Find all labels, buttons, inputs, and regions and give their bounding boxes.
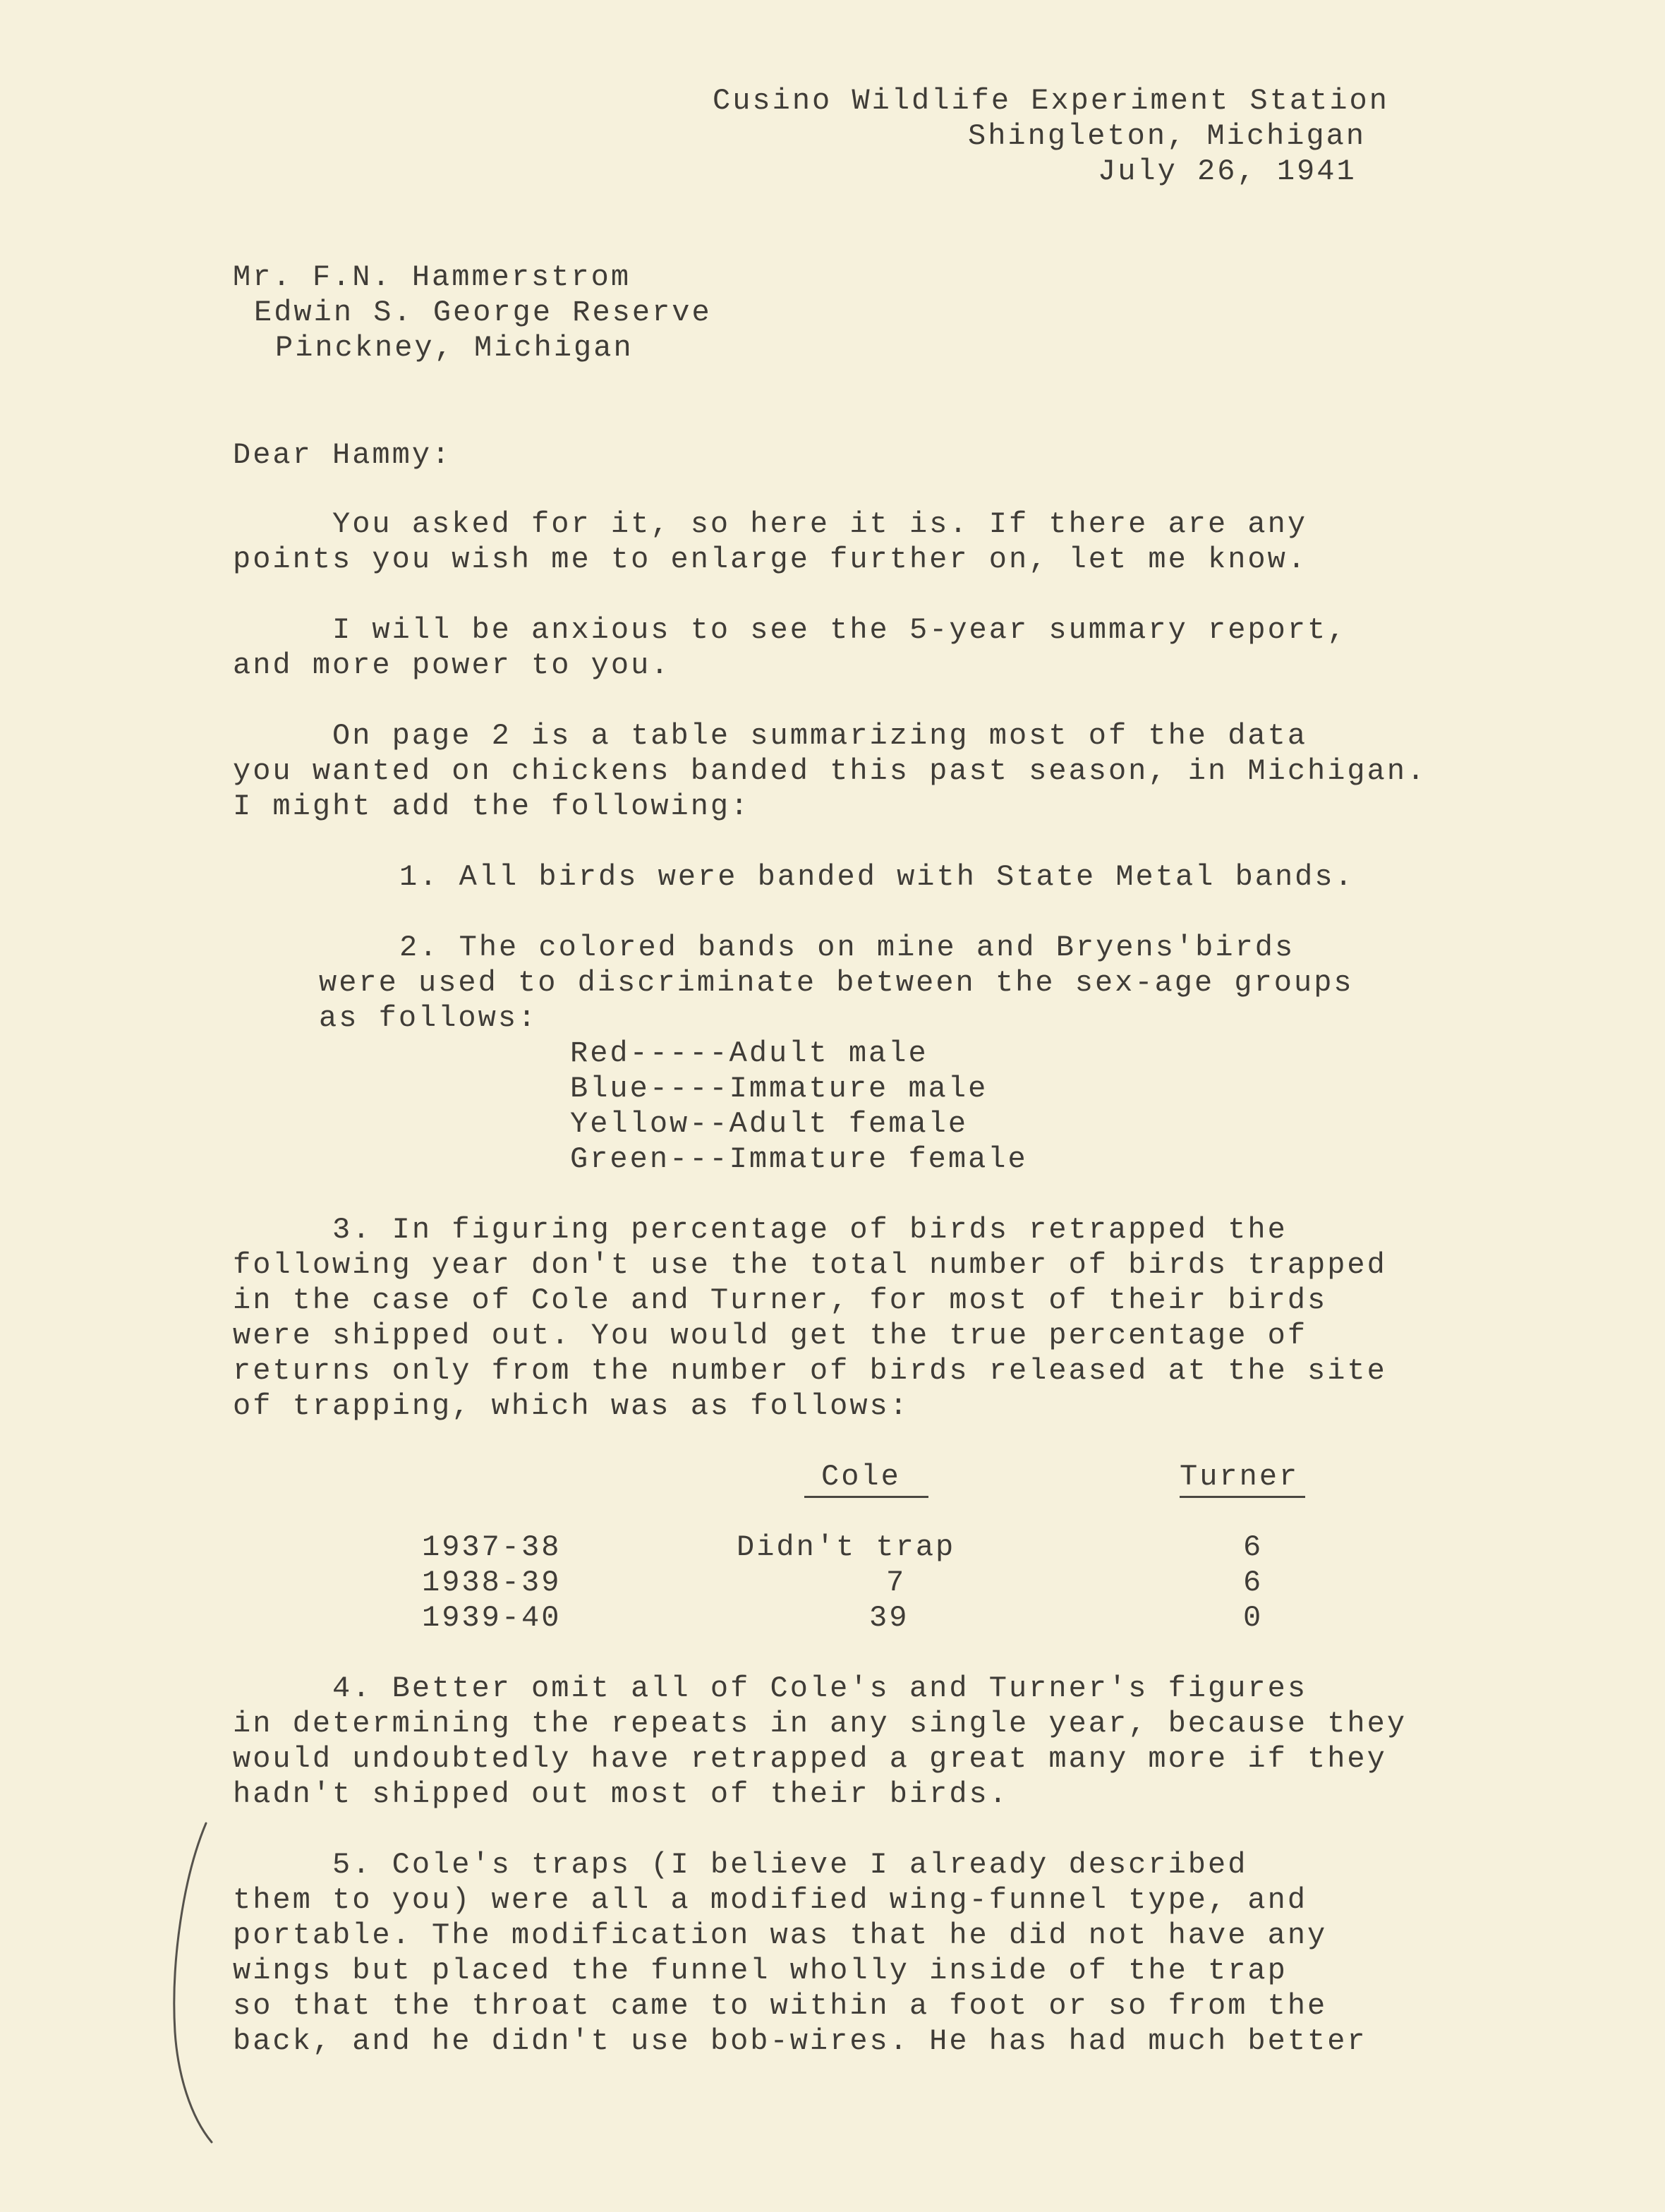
table-row-cole: 39 — [869, 1601, 909, 1635]
para2-line: and more power to you. — [233, 648, 671, 682]
table-header-underline — [804, 1496, 928, 1498]
item3-line: following year don't use the total number of birds trapped — [233, 1248, 1387, 1282]
item5-line: portable. The modification was that he did not have any — [233, 1918, 1328, 1952]
para2-line: I will be anxious to see the 5-year summary report, — [233, 613, 1348, 647]
item1-line: 1. All birds were banded with State Metal bands. — [399, 860, 1355, 894]
item3-line: were shipped out. You would get the true percentage of — [233, 1319, 1308, 1353]
header-date: July 26, 1941 — [1098, 155, 1357, 188]
para3-line: I might add the following: — [233, 790, 751, 823]
item3-line: returns only from the number of birds released at the site — [233, 1354, 1387, 1388]
address-line1: Edwin S. George Reserve — [254, 296, 712, 330]
header-location: Shingleton, Michigan — [968, 119, 1367, 153]
item4-line: 4. Better omit all of Cole's and Turner's figures — [233, 1672, 1308, 1705]
item2-line: 2. The colored bands on mine and Bryens'birds — [399, 931, 1295, 965]
color-band-item: Green---Immature female — [570, 1142, 1028, 1176]
item5-line: them to you) were all a modified wing-funnel type, and — [233, 1883, 1308, 1917]
table-header-cole: Cole — [821, 1460, 901, 1494]
item4-line: hadn't shipped out most of their birds. — [233, 1777, 1009, 1811]
item5-line: so that the throat came to within a foot or so from the — [233, 1989, 1328, 2023]
header-org: Cusino Wildlife Experiment Station — [713, 84, 1389, 118]
color-band-item: Blue----Immature male — [570, 1072, 988, 1106]
para3-line: you wanted on chickens banded this past season, in Michigan. — [233, 754, 1427, 788]
para1-line: You asked for it, so here it is. If there are any — [233, 507, 1308, 541]
item5-line: back, and he didn't use bob-wires. He has had much better — [233, 2024, 1367, 2058]
table-row-turner: 6 — [1243, 1566, 1264, 1600]
table-row-year: 1938-39 — [422, 1566, 562, 1600]
table-header-underline — [1180, 1496, 1305, 1498]
item3-line: of trapping, which was as follows: — [233, 1389, 909, 1423]
address-name: Mr. F.N. Hammerstrom — [233, 260, 631, 294]
item3-line: 3. In figuring percentage of birds retrapped the — [233, 1213, 1288, 1247]
table-row-year: 1939-40 — [422, 1601, 562, 1635]
salutation: Dear Hammy: — [233, 438, 452, 472]
margin-bracket-mark — [162, 1820, 219, 2145]
item5-line: wings but placed the funnel wholly inside of the trap — [233, 1954, 1288, 1988]
table-row-turner: 0 — [1243, 1601, 1264, 1635]
item2-line: as follows: — [319, 1001, 538, 1035]
table-row-cole: Didn't trap — [737, 1530, 956, 1564]
table-row-cole: 7 — [886, 1566, 907, 1600]
table-row-turner: 6 — [1243, 1530, 1264, 1564]
para1-line: points you wish me to enlarge further on, let me know. — [233, 543, 1308, 576]
item3-line: in the case of Cole and Turner, for most of their birds — [233, 1283, 1328, 1317]
color-band-item: Yellow--Adult female — [570, 1107, 969, 1141]
item4-line: would undoubtedly have retrapped a great many more if they — [233, 1742, 1387, 1776]
item4-line: in determining the repeats in any single year, because they — [233, 1707, 1407, 1741]
item5-line: 5. Cole's traps (I believe I already described — [233, 1848, 1248, 1882]
item2-line: were used to discriminate between the sex-age groups — [319, 966, 1354, 1000]
table-header-turner: Turner — [1180, 1460, 1300, 1494]
table-row-year: 1937-38 — [422, 1530, 562, 1564]
color-band-item: Red-----Adult male — [570, 1037, 928, 1070]
address-line2: Pinckney, Michigan — [275, 331, 634, 365]
para3-line: On page 2 is a table summarizing most of the data — [233, 719, 1308, 753]
